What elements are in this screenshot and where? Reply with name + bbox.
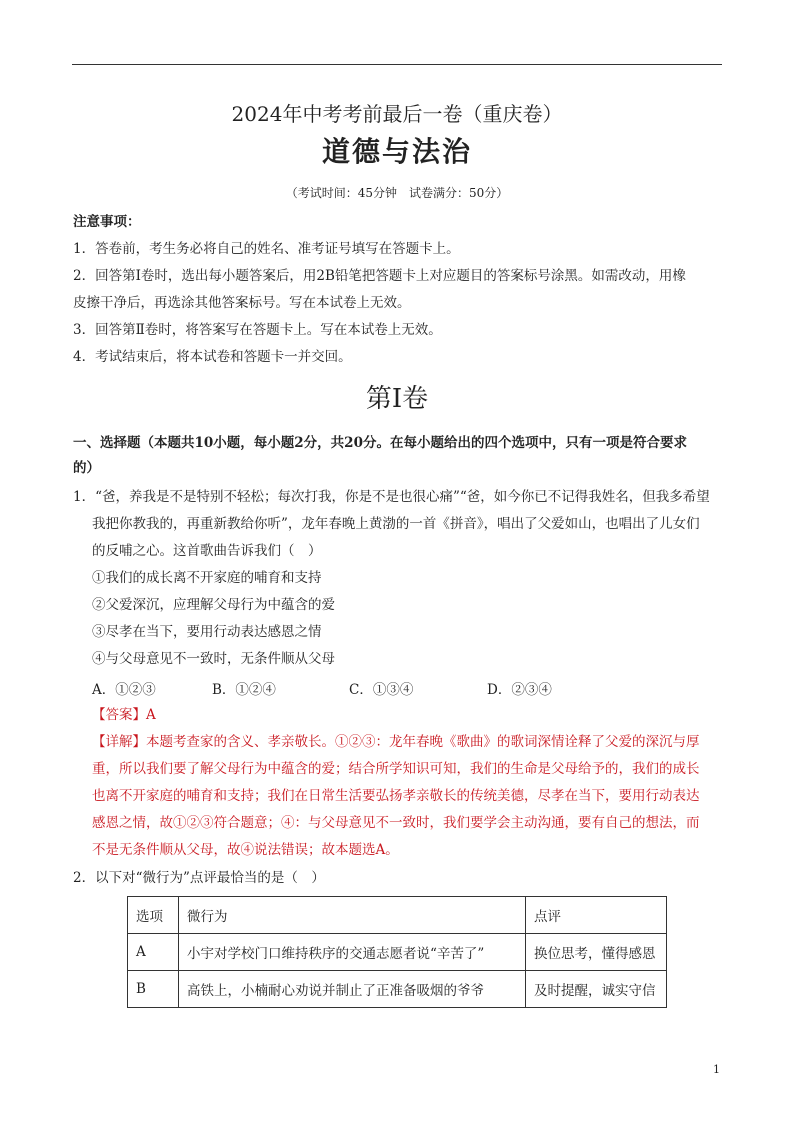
q2-table bbox=[127, 896, 667, 1008]
statement-item: ④与父母意见不一致时，无条件顺从父母 bbox=[92, 651, 335, 667]
explanation-line: 也离不开家庭的哺育和支持；我们在日常生活要弘扬孝亲敬长的传统美德，尽孝在当下，要用行动表达 bbox=[92, 788, 700, 804]
exam-title: 2024年中考考前最后一卷（重庆卷） bbox=[231, 102, 563, 126]
page-number: 1 bbox=[713, 1063, 720, 1076]
question-stem: 我把你教我的，再重新教给你听”，龙年春晚上黄渤的一首《拼音》，唱出了父爱如山，也唱出了儿女们 bbox=[92, 516, 700, 532]
answer: 【答案】A bbox=[92, 707, 156, 723]
note-item: 2．回答第Ⅰ卷时，选出每小题答案后，用2B铅笔把答题卡上对应题目的答案标号涂黑。如需改动，用橡 bbox=[73, 268, 686, 284]
table-cell: 及时提醒，诚实守信 bbox=[526, 971, 667, 1008]
note-item: 1．答卷前，考生务必将自己的姓名、准考证号填写在答题卡上。 bbox=[73, 241, 460, 257]
table-row bbox=[128, 934, 667, 971]
explanation-line: 重，所以我们要了解父母行为中蕴含的爱；结合所学知识可知，我们的生命是父母给予的，我们的成长 bbox=[92, 761, 700, 777]
part-heading: 的） bbox=[73, 460, 100, 476]
note-item: 皮擦干净后，再选涂其他答案标号。写在本试卷上无效。 bbox=[73, 295, 411, 311]
header-rule bbox=[72, 64, 722, 65]
statement-item: ②父爱深沉，应理解父母行为中蕴含的爱 bbox=[92, 597, 335, 613]
statement-item: ①我们的成长离不开家庭的哺育和支持 bbox=[92, 570, 322, 586]
subject-title: 道德与法治 bbox=[321, 135, 472, 168]
statement-item: ③尽孝在当下，要用行动表达感恩之情 bbox=[92, 624, 322, 640]
option-a: A．①②③ bbox=[92, 682, 156, 698]
table-header-cell: 微行为 bbox=[179, 897, 526, 934]
question-stem: 2．以下对“微行为”点评最恰当的是（ ） bbox=[73, 870, 325, 886]
option-b: B．①②④ bbox=[212, 682, 276, 698]
part-heading: 一、选择题（本题共10小题，每小题2分，共20分。在每小题给出的四个选项中，只有一项是符合要求 bbox=[73, 435, 687, 451]
table-row bbox=[128, 971, 667, 1008]
table-cell: B bbox=[128, 971, 179, 1008]
option-c: C．①③④ bbox=[349, 682, 414, 698]
explanation-line: 感恩之情，故①②③符合题意；④：与父母意见不一致时，我们要学会主动沟通，要有自己的想法，而 bbox=[92, 815, 700, 831]
section-title: 第Ⅰ卷 bbox=[365, 384, 429, 414]
table-cell: A bbox=[128, 934, 179, 971]
notes-heading: 注意事项： bbox=[73, 214, 141, 230]
question-stem: 的反哺之心。这首歌曲告诉我们（ ） bbox=[92, 543, 322, 559]
explanation-line: 【详解】本题考查家的含义、孝亲敬长。①②③：龙年春晚《歌曲》的歌词深情诠释了父爱的深沉与厚 bbox=[92, 734, 700, 750]
explanation-line: 不是无条件顺从父母，故④说法错误；故本题选A。 bbox=[92, 842, 399, 858]
option-d: D．②③④ bbox=[487, 682, 552, 698]
note-item: 3．回答第Ⅱ卷时，将答案写在答题卡上。写在本试卷上无效。 bbox=[73, 322, 442, 338]
table-cell: 小宇对学校门口维持秩序的交通志愿者说“辛苦了” bbox=[179, 934, 526, 971]
table-cell: 高铁上，小楠耐心劝说并制止了正准备吸烟的爷爷 bbox=[179, 971, 526, 1008]
table-header-cell: 点评 bbox=[526, 897, 667, 934]
note-item: 4．考试结束后，将本试卷和答题卡一并交回。 bbox=[73, 349, 352, 365]
table-header-row bbox=[128, 897, 667, 934]
question-stem: 1．“爸，养我是不是特别不轻松；每次打我，你是不是也很心痛”“爸，如今你已不记得我姓名，但我多希望 bbox=[73, 489, 710, 505]
exam-info: （考试时间：45分钟 试卷满分：50分） bbox=[285, 186, 509, 200]
table-header-cell: 选项 bbox=[128, 897, 179, 934]
table-cell: 换位思考，懂得感恩 bbox=[526, 934, 667, 971]
